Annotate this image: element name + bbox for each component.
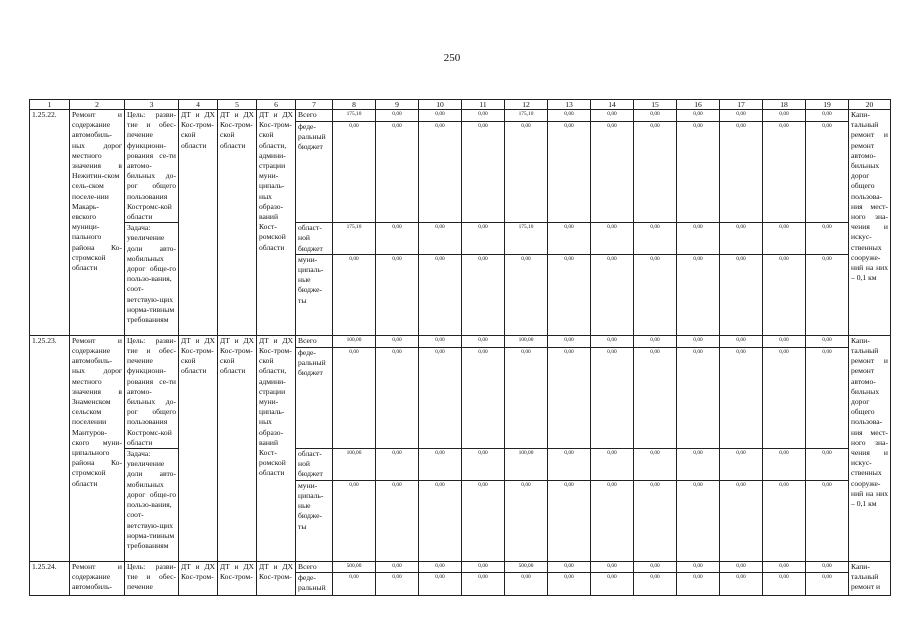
funding-value: 0,00 (462, 347, 505, 448)
funding-value: 0,00 (634, 561, 677, 572)
funding-value: 0,00 (634, 572, 677, 595)
funding-value: 0,00 (763, 223, 806, 255)
funding-source: феде-ральный бюджет (296, 122, 333, 223)
funding-source: Всего (296, 110, 333, 122)
funding-value: 0,00 (462, 449, 505, 481)
funding-value: 0,00 (376, 335, 419, 347)
funding-value: 0,00 (634, 347, 677, 448)
funding-value: 0,00 (806, 561, 849, 572)
funding-value: 0,00 (376, 254, 419, 335)
funding-value: 0,00 (806, 223, 849, 255)
funding-value: 100,00 (333, 449, 376, 481)
funding-value: 0,00 (419, 561, 462, 572)
executor-5: ДТ и ДХ Кос-тром-ской области (218, 110, 257, 336)
column-header-18: 18 (763, 100, 806, 110)
column-header-17: 17 (720, 100, 763, 110)
funding-value: 0,00 (720, 561, 763, 572)
funding-value: 0,00 (591, 572, 634, 595)
funding-value: 0,00 (720, 347, 763, 448)
funding-value: 0,00 (376, 572, 419, 595)
funding-value: 0,00 (419, 347, 462, 448)
funding-value: 500,00 (505, 561, 548, 572)
funding-value: 0,00 (462, 223, 505, 255)
funding-value: 0,00 (505, 480, 548, 561)
funding-value: 0,00 (806, 254, 849, 335)
funding-value: 0,00 (806, 347, 849, 448)
funding-value: 0,00 (548, 122, 591, 223)
funding-value: 0,00 (591, 449, 634, 481)
executor-4: ДТ и ДХ Кос-тром-ской области (179, 335, 218, 561)
funding-value: 0,00 (505, 254, 548, 335)
funding-value: 0,00 (806, 122, 849, 223)
funding-value: 0,00 (720, 254, 763, 335)
funding-value: 0,00 (591, 254, 634, 335)
funding-value: 0,00 (677, 449, 720, 481)
funding-value: 0,00 (720, 335, 763, 347)
funding-value: 0,00 (634, 122, 677, 223)
funding-value: 0,00 (677, 572, 720, 595)
funding-value: 0,00 (548, 561, 591, 572)
funding-value: 0,00 (376, 223, 419, 255)
expected-result: Капи-тальный ремонт и ремонт автомо-бильных дорог общего пользова-ния мест-ного зна-чения и искус-ственных сооруже-ний на них – 0,1 км (849, 335, 891, 561)
column-header-11: 11 (462, 100, 505, 110)
funding-source: област-ной бюджет (296, 223, 333, 255)
goal-text: Цель: разви-тие и обес-печение (125, 561, 179, 595)
funding-value: 0,00 (677, 110, 720, 122)
funding-value: 0,00 (677, 223, 720, 255)
column-header-4: 4 (179, 100, 218, 110)
funding-value: 0,00 (505, 122, 548, 223)
funding-value: 0,00 (677, 122, 720, 223)
funding-value: 0,00 (462, 335, 505, 347)
activity-name: Ремонт и содержание автомобиль- (70, 561, 125, 595)
funding-value: 0,00 (677, 561, 720, 572)
funding-value: 0,00 (806, 572, 849, 595)
funding-value: 0,00 (548, 572, 591, 595)
program-activities-table (29, 99, 891, 596)
funding-value: 175,10 (333, 223, 376, 255)
funding-value: 0,00 (763, 335, 806, 347)
funding-value: 0,00 (634, 254, 677, 335)
funding-value: 0,00 (419, 254, 462, 335)
funding-value: 100,00 (505, 335, 548, 347)
funding-value: 0,00 (376, 561, 419, 572)
funding-value: 0,00 (677, 335, 720, 347)
table-body (30, 100, 891, 596)
funding-value: 0,00 (376, 110, 419, 122)
row-id: 1.25.24. (30, 561, 70, 595)
funding-value: 0,00 (806, 335, 849, 347)
column-header-7: 7 (296, 100, 333, 110)
executor-6: ДТ и ДХ Кос-тром- (257, 561, 296, 595)
funding-value: 0,00 (763, 449, 806, 481)
column-header-15: 15 (634, 100, 677, 110)
funding-value: 0,00 (333, 480, 376, 561)
funding-value: 100,00 (505, 449, 548, 481)
funding-value: 0,00 (677, 347, 720, 448)
funding-source: муни-ципаль-ные бюдже-ты (296, 480, 333, 561)
funding-value: 0,00 (462, 122, 505, 223)
column-header-13: 13 (548, 100, 591, 110)
funding-value: 0,00 (720, 223, 763, 255)
column-header-8: 8 (333, 100, 376, 110)
funding-value: 0,00 (548, 110, 591, 122)
funding-value: 0,00 (720, 572, 763, 595)
funding-value: 0,00 (763, 122, 806, 223)
funding-source: област-ной бюджет (296, 449, 333, 481)
funding-value: 0,00 (591, 223, 634, 255)
funding-value: 0,00 (763, 347, 806, 448)
funding-value: 0,00 (591, 110, 634, 122)
funding-value: 175,10 (505, 110, 548, 122)
funding-value: 0,00 (376, 347, 419, 448)
executor-4: ДТ и ДХ Кос-тром-ской области (179, 110, 218, 336)
funding-value: 0,00 (591, 347, 634, 448)
table-row (30, 561, 891, 572)
funding-value: 0,00 (333, 572, 376, 595)
funding-value: 0,00 (591, 122, 634, 223)
funding-value: 0,00 (505, 572, 548, 595)
funding-value: 0,00 (419, 449, 462, 481)
funding-value: 0,00 (548, 347, 591, 448)
funding-source: феде-ральный (296, 572, 333, 595)
funding-value: 0,00 (806, 110, 849, 122)
funding-value: 0,00 (763, 110, 806, 122)
funding-value: 0,00 (634, 223, 677, 255)
executor-6: ДТ и ДХ Кос-тром-ской области, админи-страции муни-ципаль-ных образо-ваний Кост-ромской области (257, 335, 296, 561)
funding-source: феде-ральный бюджет (296, 347, 333, 448)
row-id: 1.25.22. (30, 110, 70, 336)
executor-4: ДТ и ДХ Кос-тром- (179, 561, 218, 595)
funding-value: 0,00 (720, 122, 763, 223)
column-header-19: 19 (806, 100, 849, 110)
funding-value: 500,00 (333, 561, 376, 572)
table-row (30, 449, 891, 481)
column-header-16: 16 (677, 100, 720, 110)
funding-value: 0,00 (462, 572, 505, 595)
funding-source: муни-ципаль-ные бюдже-ты (296, 254, 333, 335)
executor-6: ДТ и ДХ Кос-тром-ской области, админи-страции муни-ципаль-ных образо-ваний Кост-ромской области (257, 110, 296, 336)
column-header-1: 1 (30, 100, 70, 110)
column-header-5: 5 (218, 100, 257, 110)
funding-value: 0,00 (462, 480, 505, 561)
column-header-9: 9 (376, 100, 419, 110)
funding-value: 0,00 (333, 122, 376, 223)
page-number: 250 (443, 52, 461, 64)
funding-value: 0,00 (548, 480, 591, 561)
funding-value: 0,00 (548, 335, 591, 347)
column-header-14: 14 (591, 100, 634, 110)
funding-value: 0,00 (591, 561, 634, 572)
task-text: Задача: увеличение доли авто-мобильных дорог обще-го пользо-вания, соот-ветствую-щих норма-тивным требованиям (125, 449, 179, 562)
column-header-10: 10 (419, 100, 462, 110)
table-row (30, 223, 891, 255)
funding-value: 0,00 (462, 110, 505, 122)
funding-value: 0,00 (634, 110, 677, 122)
funding-value: 0,00 (462, 561, 505, 572)
funding-value: 0,00 (548, 254, 591, 335)
funding-value: 0,00 (376, 449, 419, 481)
funding-source: Всего (296, 561, 333, 572)
funding-value: 0,00 (419, 122, 462, 223)
funding-value: 0,00 (720, 110, 763, 122)
funding-value: 0,00 (634, 480, 677, 561)
funding-value: 175,10 (505, 223, 548, 255)
funding-value: 0,00 (763, 254, 806, 335)
funding-value: 0,00 (376, 122, 419, 223)
funding-value: 0,00 (763, 561, 806, 572)
funding-value: 0,00 (806, 449, 849, 481)
funding-value: 0,00 (548, 223, 591, 255)
column-number-row (30, 100, 891, 110)
column-header-2: 2 (70, 100, 125, 110)
funding-value: 0,00 (419, 335, 462, 347)
funding-value: 0,00 (419, 223, 462, 255)
funding-value: 0,00 (677, 480, 720, 561)
funding-value: 0,00 (634, 335, 677, 347)
expected-result: Капи-тальный ремонт и ремонт автомо-бильных дорог общего пользова-ния мест-ного зна-чения и искус-ственных сооруже-ний на них – 0,1 км (849, 110, 891, 336)
funding-value: 175,10 (333, 110, 376, 122)
funding-value: 0,00 (806, 480, 849, 561)
funding-value: 0,00 (591, 335, 634, 347)
funding-value: 0,00 (419, 480, 462, 561)
activity-name: Ремонт и содержание автомобиль-ных дорог местного значения в Нежитин-ском сель-ском поселе-нии Макарь-евского муници-пального района Ко-стромской области (70, 110, 125, 336)
expected-result: Капи-тальный ремонт и (849, 561, 891, 595)
column-header-20: 20 (849, 100, 891, 110)
executor-5: ДТ и ДХ Кос-тром-ской области (218, 335, 257, 561)
funding-value: 0,00 (677, 254, 720, 335)
funding-value: 0,00 (591, 480, 634, 561)
funding-value: 0,00 (634, 449, 677, 481)
funding-value: 100,00 (333, 335, 376, 347)
funding-value: 0,00 (548, 449, 591, 481)
funding-value: 0,00 (720, 449, 763, 481)
column-header-6: 6 (257, 100, 296, 110)
funding-value: 0,00 (419, 110, 462, 122)
funding-value: 0,00 (333, 347, 376, 448)
row-id: 1.25.23. (30, 335, 70, 561)
column-header-12: 12 (505, 100, 548, 110)
funding-value: 0,00 (763, 480, 806, 561)
task-text: Задача: увеличение доли авто-мобильных дорог обще-го пользо-вания, соот-ветствую-щих норма-тивным требованиям (125, 223, 179, 336)
table-row (30, 110, 891, 122)
funding-value: 0,00 (505, 347, 548, 448)
table-row (30, 335, 891, 347)
funding-value: 0,00 (333, 254, 376, 335)
column-header-3: 3 (125, 100, 179, 110)
funding-value: 0,00 (720, 480, 763, 561)
funding-value: 0,00 (763, 572, 806, 595)
goal-text: Цель: разви-тие и обес-печение функциони-рования се-ти автомо-бильных до-рог общего пользования Костромс-кой области (125, 335, 179, 448)
goal-text: Цель: разви-тие и обес-печение функциони-рования се-ти автомо-бильных до-рог общего пользования Костромс-кой области (125, 110, 179, 223)
executor-5: ДТ и ДХ Кос-тром- (218, 561, 257, 595)
funding-value: 0,00 (419, 572, 462, 595)
funding-value: 0,00 (376, 480, 419, 561)
funding-value: 0,00 (462, 254, 505, 335)
funding-source: Всего (296, 335, 333, 347)
activity-name: Ремонт и содержание автомобиль-ных дорог местного значения в Знаменском сельском поселении Мантуров-ского муни-ципального района Ко-стромской области (70, 335, 125, 561)
